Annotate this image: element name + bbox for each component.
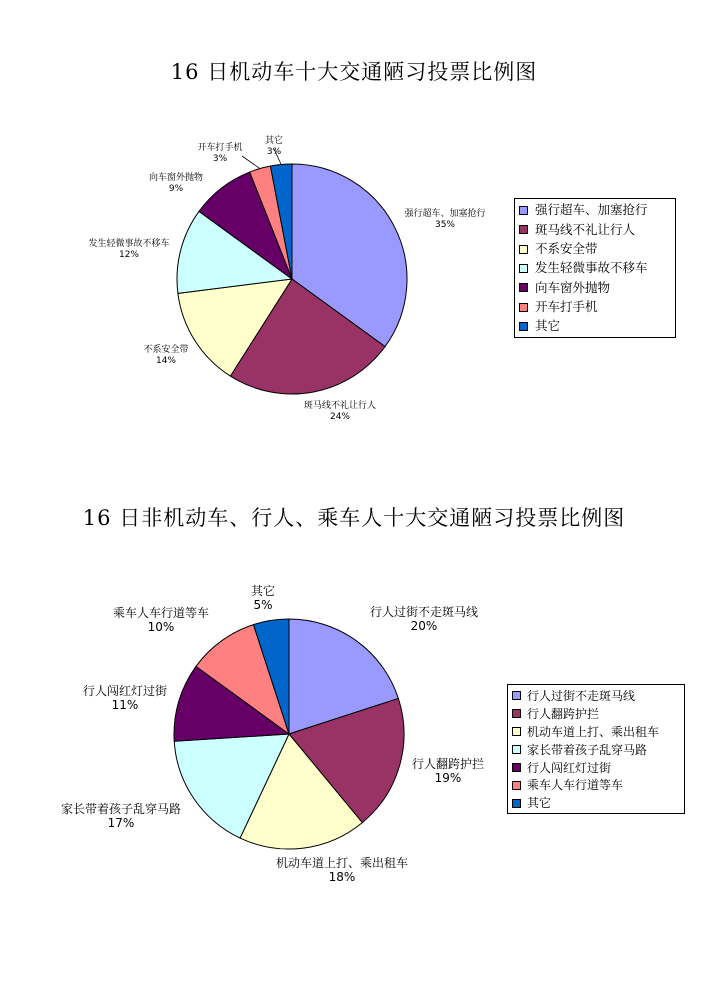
legend-label: 向车窗外抛物 bbox=[535, 279, 611, 295]
slice-category-label: 其它 bbox=[250, 584, 276, 598]
slice-value-label: 3% bbox=[212, 154, 228, 164]
slice-label bbox=[370, 604, 478, 633]
legend-item bbox=[512, 794, 682, 812]
slice-category-label: 斑马线不礼让行人 bbox=[303, 401, 377, 411]
legend-label: 其它 bbox=[527, 796, 552, 811]
slice-value-label: 11% bbox=[111, 698, 139, 712]
slice-label bbox=[149, 171, 203, 194]
slice-value-label: 12% bbox=[118, 250, 140, 260]
legend-swatch bbox=[519, 225, 528, 234]
legend-swatch bbox=[519, 303, 528, 312]
slice-value-label: 9% bbox=[168, 184, 184, 194]
slice-category-label: 行人翻跨护拦 bbox=[411, 757, 485, 771]
slice-category-label: 行人过街不走斑马线 bbox=[369, 605, 479, 619]
slice-value-label: 19% bbox=[434, 771, 462, 785]
slice-value-label: 17% bbox=[107, 816, 135, 830]
legend-swatch bbox=[519, 245, 528, 254]
slice-category-label: 机动车道上打、乘出租车 bbox=[275, 856, 409, 870]
slice-label bbox=[143, 343, 188, 366]
legend-item bbox=[512, 776, 682, 794]
legend-swatch bbox=[519, 322, 528, 331]
slice-value-label: 18% bbox=[328, 870, 356, 884]
legend-label: 发生轻微事故不移车 bbox=[535, 260, 648, 276]
slice-label bbox=[88, 237, 169, 260]
slice-category-label: 其它 bbox=[264, 136, 284, 146]
slice-label bbox=[197, 141, 242, 164]
slice-category-label: 行人闯红灯过街 bbox=[82, 684, 168, 698]
slice-category-label: 不系安全带 bbox=[143, 345, 189, 355]
legend-item bbox=[519, 278, 673, 297]
slice-label bbox=[276, 855, 408, 884]
legend-item bbox=[519, 297, 673, 316]
slice-category-label: 开车打手机 bbox=[197, 143, 243, 153]
legend-label: 乘车人车行道等车 bbox=[527, 778, 624, 793]
legend-non-motor-pedestrians bbox=[507, 684, 685, 814]
legend-swatch bbox=[512, 745, 521, 754]
slice-label bbox=[412, 756, 484, 785]
slice-category-label: 向车窗外抛物 bbox=[148, 173, 204, 183]
slice-value-label: 20% bbox=[410, 619, 438, 633]
slice-label bbox=[404, 207, 485, 230]
legend-swatch bbox=[512, 709, 521, 718]
legend-label: 行人翻跨护拦 bbox=[527, 706, 600, 721]
legend-item bbox=[512, 687, 682, 705]
slice-category-label: 家长带着孩子乱穿马路 bbox=[60, 802, 182, 816]
legend-item bbox=[519, 240, 673, 259]
slice-value-label: 3% bbox=[266, 147, 282, 157]
legend-item bbox=[519, 220, 673, 239]
slice-category-label: 强行超车、加塞抢行 bbox=[404, 209, 486, 219]
legend-label: 行人过街不走斑马线 bbox=[527, 688, 636, 703]
slice-category-label: 乘车人车行道等车 bbox=[112, 606, 210, 620]
legend-swatch bbox=[512, 781, 521, 790]
legend-label: 不系安全带 bbox=[535, 240, 598, 256]
slice-label bbox=[304, 399, 376, 422]
chart-title-non-motor-pedestrians: 16 日非机动车、行人、乘车人十大交通陋习投票比例图 bbox=[82, 506, 626, 530]
legend-item bbox=[519, 259, 673, 278]
legend-swatch bbox=[519, 264, 528, 273]
chart-title-motor-vehicles: 16 日机动车十大交通陋习投票比例图 bbox=[170, 60, 538, 84]
slice-label bbox=[61, 801, 181, 830]
legend-item bbox=[512, 759, 682, 777]
legend-swatch bbox=[512, 691, 521, 700]
legend-label: 行人闯红灯过街 bbox=[527, 760, 612, 775]
legend-label: 其它 bbox=[535, 318, 561, 334]
slice-label bbox=[251, 583, 275, 612]
legend-item bbox=[512, 741, 682, 759]
slice-label bbox=[265, 134, 283, 157]
legend-motor-vehicles bbox=[514, 198, 676, 338]
legend-item bbox=[512, 723, 682, 741]
legend-item bbox=[519, 317, 673, 336]
legend-swatch bbox=[519, 206, 528, 215]
leader-line bbox=[242, 156, 260, 169]
slice-value-label: 24% bbox=[329, 412, 351, 422]
slice-category-label: 发生轻微事故不移车 bbox=[88, 239, 170, 249]
legend-label: 斑马线不礼让行人 bbox=[535, 221, 636, 237]
legend-swatch bbox=[519, 283, 528, 292]
legend-label: 机动车道上打、乘出租车 bbox=[527, 724, 660, 739]
slice-value-label: 10% bbox=[147, 620, 175, 634]
slice-label bbox=[83, 683, 167, 712]
slice-value-label: 14% bbox=[155, 356, 177, 366]
legend-label: 强行超车、加塞抢行 bbox=[535, 202, 648, 218]
legend-item bbox=[512, 705, 682, 723]
slice-value-label: 5% bbox=[253, 598, 273, 612]
legend-swatch bbox=[512, 763, 521, 772]
slice-label bbox=[113, 606, 209, 634]
legend-label: 开车打手机 bbox=[535, 298, 598, 314]
legend-label: 家长带着孩子乱穿马路 bbox=[527, 742, 648, 757]
slice-value-label: 35% bbox=[434, 220, 456, 230]
legend-item bbox=[519, 201, 673, 220]
legend-swatch bbox=[512, 727, 521, 736]
legend-swatch bbox=[512, 799, 521, 808]
